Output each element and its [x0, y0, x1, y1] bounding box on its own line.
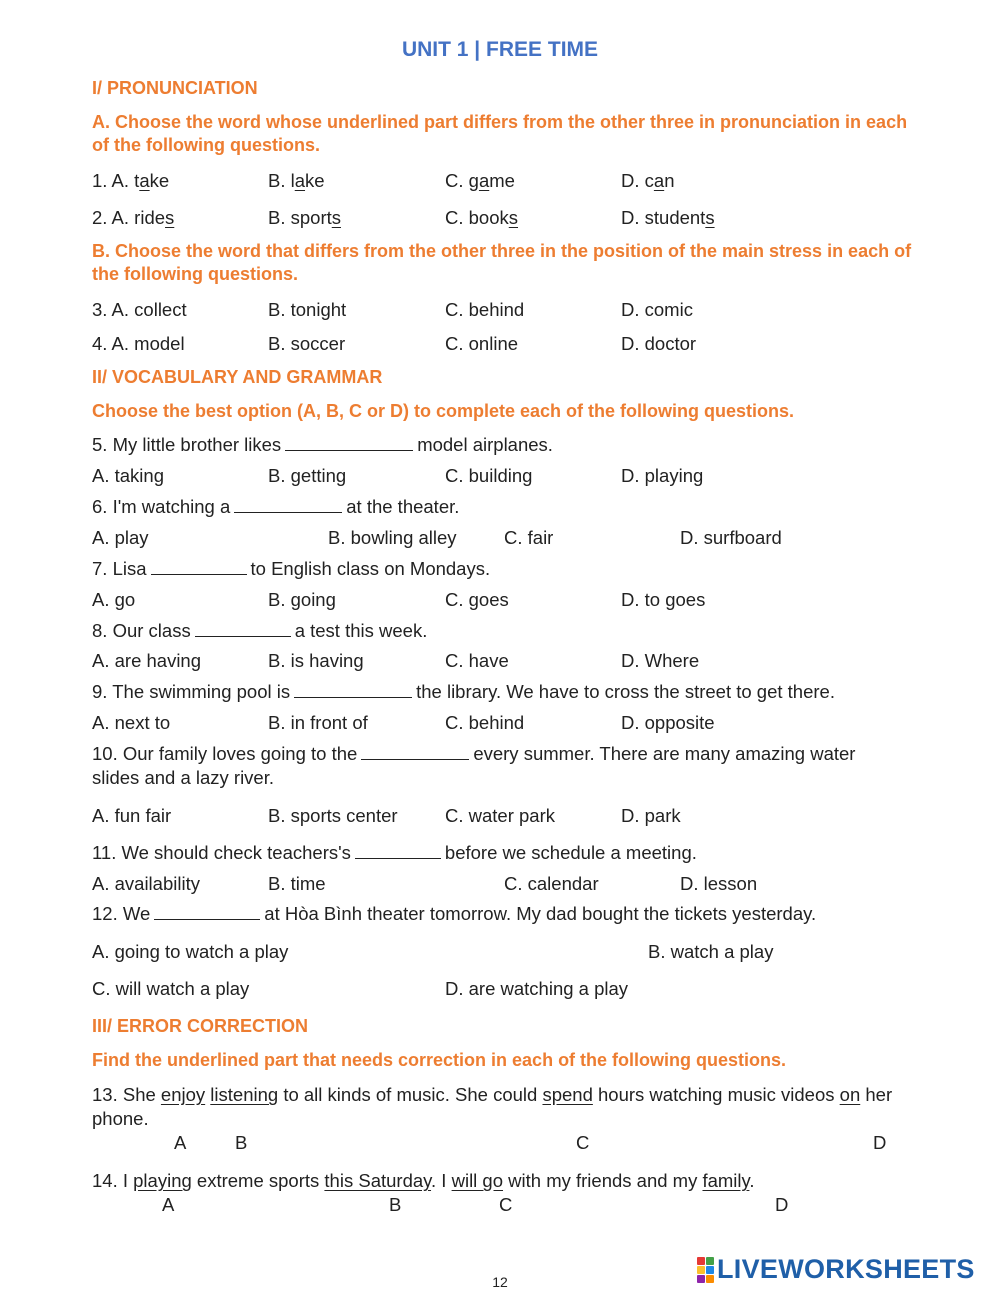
section-pronunciation-heading: I/ PRONUNCIATION [92, 78, 258, 98]
q12-blank[interactable] [154, 903, 260, 920]
q10-blank[interactable] [361, 743, 469, 760]
q12-option-d: D. are watching a play [445, 978, 629, 999]
q1-option-d: D. can [621, 170, 675, 191]
liveworksheets-logo[interactable] [697, 1254, 975, 1285]
q8-option-c: C. have [445, 650, 509, 671]
q3-option-b: B. tonight [268, 299, 347, 320]
q4-option-c: C. online [445, 333, 519, 354]
q4-option-d: D. doctor [621, 333, 697, 354]
q5-blank[interactable] [285, 434, 413, 451]
q5-option-c: C. building [445, 465, 533, 486]
q7-blank[interactable] [151, 558, 247, 575]
q6-stem: 6. I'm watching a at the theater. [92, 496, 460, 517]
q6-option-a: A. play [92, 527, 149, 548]
q2-option-d: D. students [621, 207, 715, 228]
q13-label-b: B [235, 1132, 248, 1153]
q11-option-c: C. calendar [504, 873, 599, 894]
q1-option-b: B. lake [268, 170, 325, 191]
q9-option-d: D. opposite [621, 712, 715, 733]
section-error-correction-instruction: Find the underlined part that needs correction in each of the following questions. [92, 1050, 787, 1070]
q11-stem: 11. We should check teachers's before we schedule a meeting. [92, 842, 697, 863]
q3-option-c: C. behind [445, 299, 525, 320]
q13-label-a: A [174, 1132, 187, 1153]
q10-option-d: D. park [621, 805, 681, 826]
q13-stem: 13. She enjoy listening to all kinds of music. She could spend hours watching music videos on her [92, 1084, 893, 1105]
page-number: 12 [492, 1274, 508, 1290]
logo-blocks-icon [697, 1257, 714, 1283]
q8-stem: 8. Our class a test this week. [92, 620, 428, 641]
q6-blank[interactable] [234, 496, 342, 513]
q13-label-c: C [576, 1132, 590, 1153]
q12-option-b: B. watch a play [648, 941, 774, 962]
q5-option-a: A. taking [92, 465, 164, 486]
logo-block [706, 1266, 714, 1274]
q7-stem: 7. Lisa to English class on Mondays. [92, 558, 491, 579]
section-vocabulary-heading: II/ VOCABULARY AND GRAMMAR [92, 367, 383, 387]
section-vocabulary-instruction: Choose the best option (A, B, C or D) to complete each of the following questions. [92, 401, 795, 421]
q3-option-d: D. comic [621, 299, 693, 320]
logo-block [706, 1275, 714, 1283]
q11-option-a: A. availability [92, 873, 200, 894]
q14-label-c: C [499, 1194, 513, 1215]
q11-option-b: B. time [268, 873, 326, 894]
q13-stem-line2: phone. [92, 1108, 149, 1129]
logo-block [697, 1275, 705, 1283]
q5-stem: 5. My little brother likes model airplanes. [92, 434, 553, 455]
q5-option-b: B. getting [268, 465, 347, 486]
q12-option-a: A. going to watch a play [92, 941, 289, 962]
q8-option-b: B. is having [268, 650, 364, 671]
logo-block [697, 1257, 705, 1265]
q1-option-c: C. game [445, 170, 515, 191]
logo-block [697, 1266, 705, 1274]
q14-stem: 14. I playing extreme sports this Saturday. I will go with my friends and my family. [92, 1170, 755, 1191]
q3-option-a: 3. A. collect [92, 299, 187, 320]
q6-option-d: D. surfboard [680, 527, 782, 548]
q8-option-d: D. Where [621, 650, 700, 671]
q9-option-c: C. behind [445, 712, 525, 733]
section-error-correction-heading: III/ ERROR CORRECTION [92, 1016, 309, 1036]
q9-stem: 9. The swimming pool is the library. We have to cross the street to get there. [92, 681, 835, 702]
q4-option-b: B. soccer [268, 333, 346, 354]
part-b-instruction: B. Choose the word that differs from the other three in the position of the main stress in each of the following questions. [92, 241, 912, 284]
q6-option-b: B. bowling alley [328, 527, 457, 548]
q9-option-a: A. next to [92, 712, 171, 733]
q7-option-d: D. to goes [621, 589, 706, 610]
q7-option-c: C. goes [445, 589, 509, 610]
q10-stem-line2: slides and a lazy river. [92, 767, 275, 788]
q10-option-b: B. sports center [268, 805, 398, 826]
q11-blank[interactable] [355, 842, 441, 859]
q2-option-a: 2. A. rides [92, 207, 175, 228]
q12-option-c: C. will watch a play [92, 978, 250, 999]
q4-option-a: 4. A. model [92, 333, 185, 354]
part-a-instruction: A. Choose the word whose underlined part differs from the other three in pronunciation in each of the following questions. [92, 112, 908, 155]
q2-option-b: B. sports [268, 207, 341, 228]
q9-blank[interactable] [294, 681, 412, 698]
q5-option-d: D. playing [621, 465, 704, 486]
logo-block [706, 1257, 714, 1265]
q6-option-c: C. fair [504, 527, 554, 548]
q13-label-d: D [873, 1132, 887, 1153]
q11-option-d: D. lesson [680, 873, 758, 894]
q10-option-c: C. water park [445, 805, 556, 826]
q7-option-b: B. going [268, 589, 336, 610]
q7-option-a: A. go [92, 589, 136, 610]
q8-option-a: A. are having [92, 650, 202, 671]
q9-option-b: B. in front of [268, 712, 368, 733]
q10-stem: 10. Our family loves going to the every summer. There are many amazing water [92, 743, 856, 764]
q10-option-a: A. fun fair [92, 805, 172, 826]
q8-blank[interactable] [195, 620, 291, 637]
logo-text: LIVEWORKSHEETS [717, 1254, 975, 1284]
q1-option-a: 1. A. take [92, 170, 170, 191]
q14-label-b: B [389, 1194, 402, 1215]
page-title: UNIT 1 | FREE TIME [401, 38, 599, 61]
q12-stem: 12. We at Hòa Bình theater tomorrow. My dad bought the tickets yesterday. [92, 903, 817, 924]
q2-option-c: C. books [445, 207, 519, 228]
q14-label-a: A [162, 1194, 175, 1215]
q14-label-d: D [775, 1194, 789, 1215]
